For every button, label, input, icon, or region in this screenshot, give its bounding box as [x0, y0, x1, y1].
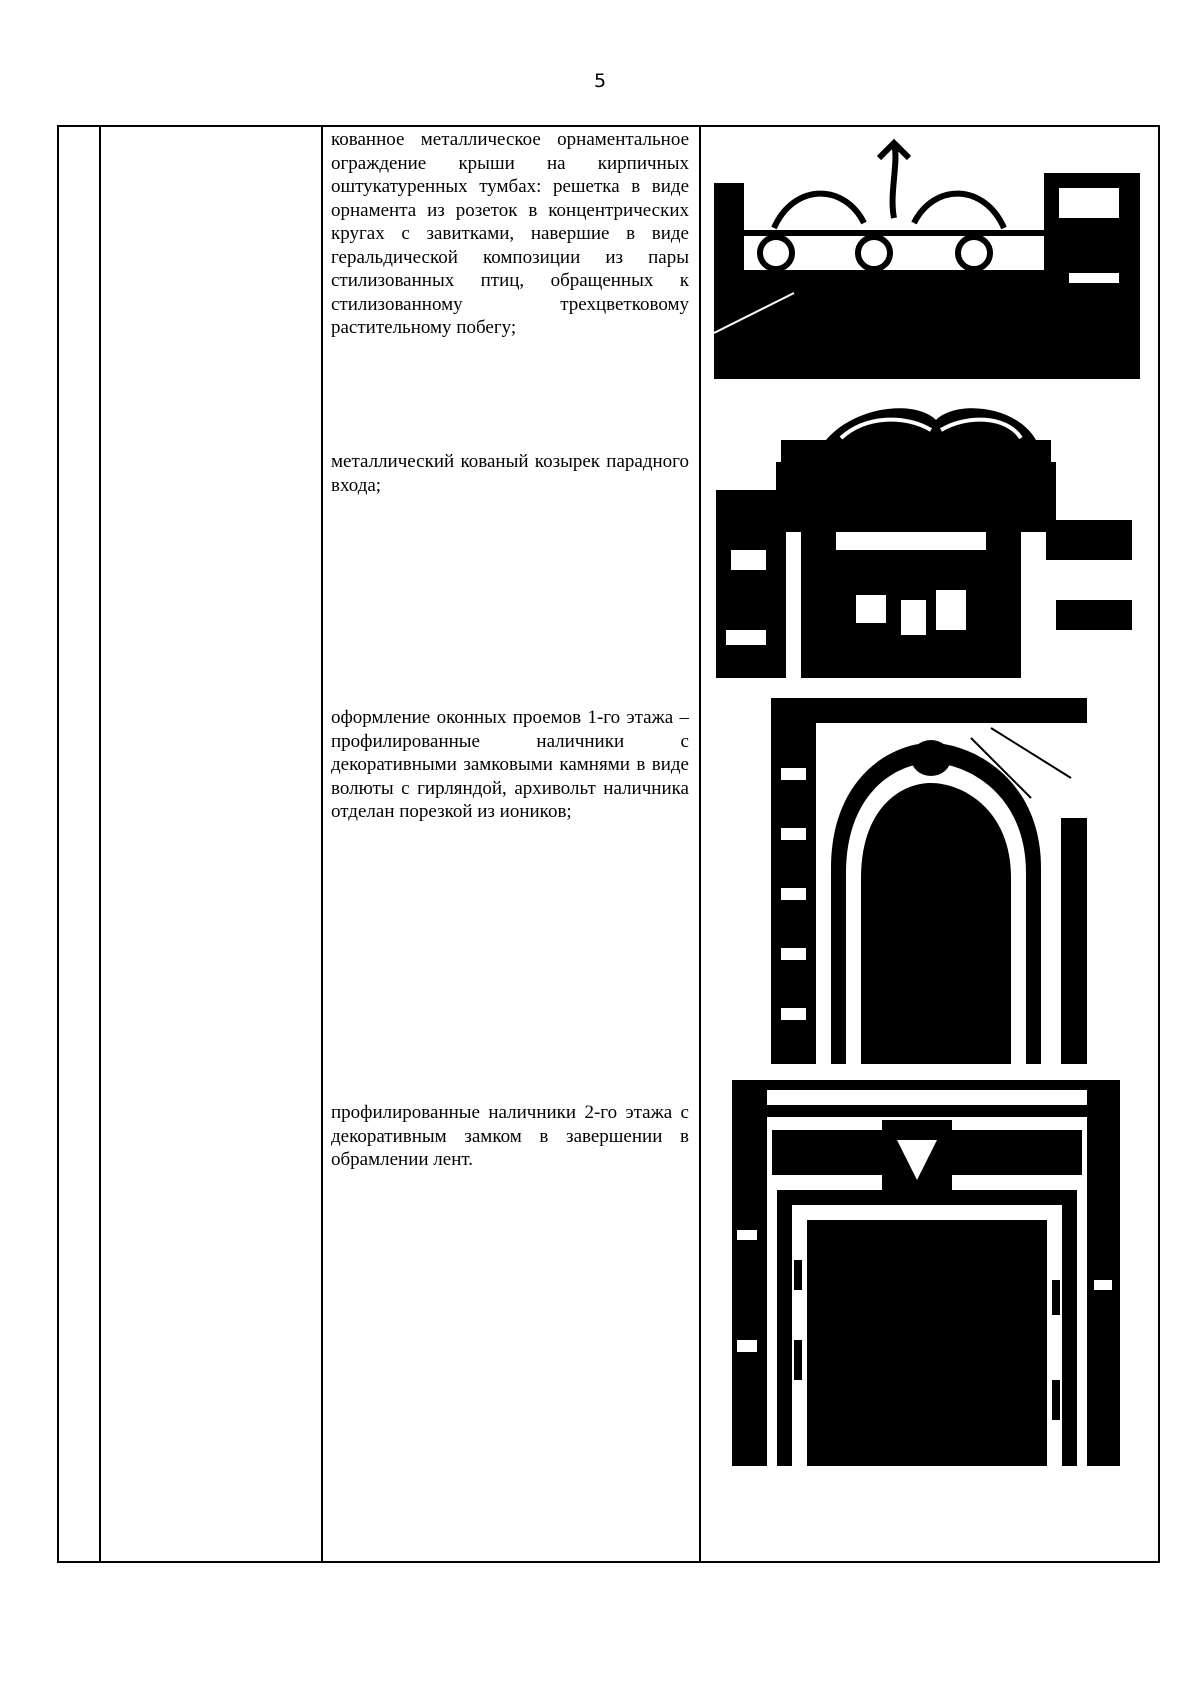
rectangular-window-photo: [732, 1080, 1120, 1466]
row-2-description: металлический кованый козырек парадного входа;: [331, 451, 689, 496]
entrance-canopy-photo: [716, 400, 1132, 678]
column-divider-2: [321, 127, 323, 1561]
row-1-description: кованное металлическое орнаментальное ограждение крыши на кирпичных оштукатуренных тумбах: решетка в виде орнамента из розеток в концентрических кругах с завитками, навершие в виде геральдической композиции из пары стилизованных птиц, обращенных к стилизованному трехцветковому растительному побегу;: [331, 129, 689, 338]
row-3-description: оформление оконных проемов 1-го этажа – профилированные наличники с декоративными замковыми камнями в виде волюты с гирляндой, архивольт наличника отделан порезкой из иоников;: [331, 707, 689, 822]
column-divider-3: [699, 127, 701, 1561]
row-4-description: профилированные наличники 2-го этажа с декоративным замком в завершении в обрамлении лент.: [331, 1102, 689, 1170]
arched-window-photo: [771, 698, 1087, 1064]
roof-railing-photo: [714, 133, 1140, 379]
page-number: 5: [593, 70, 607, 92]
column-divider-1: [99, 127, 101, 1561]
